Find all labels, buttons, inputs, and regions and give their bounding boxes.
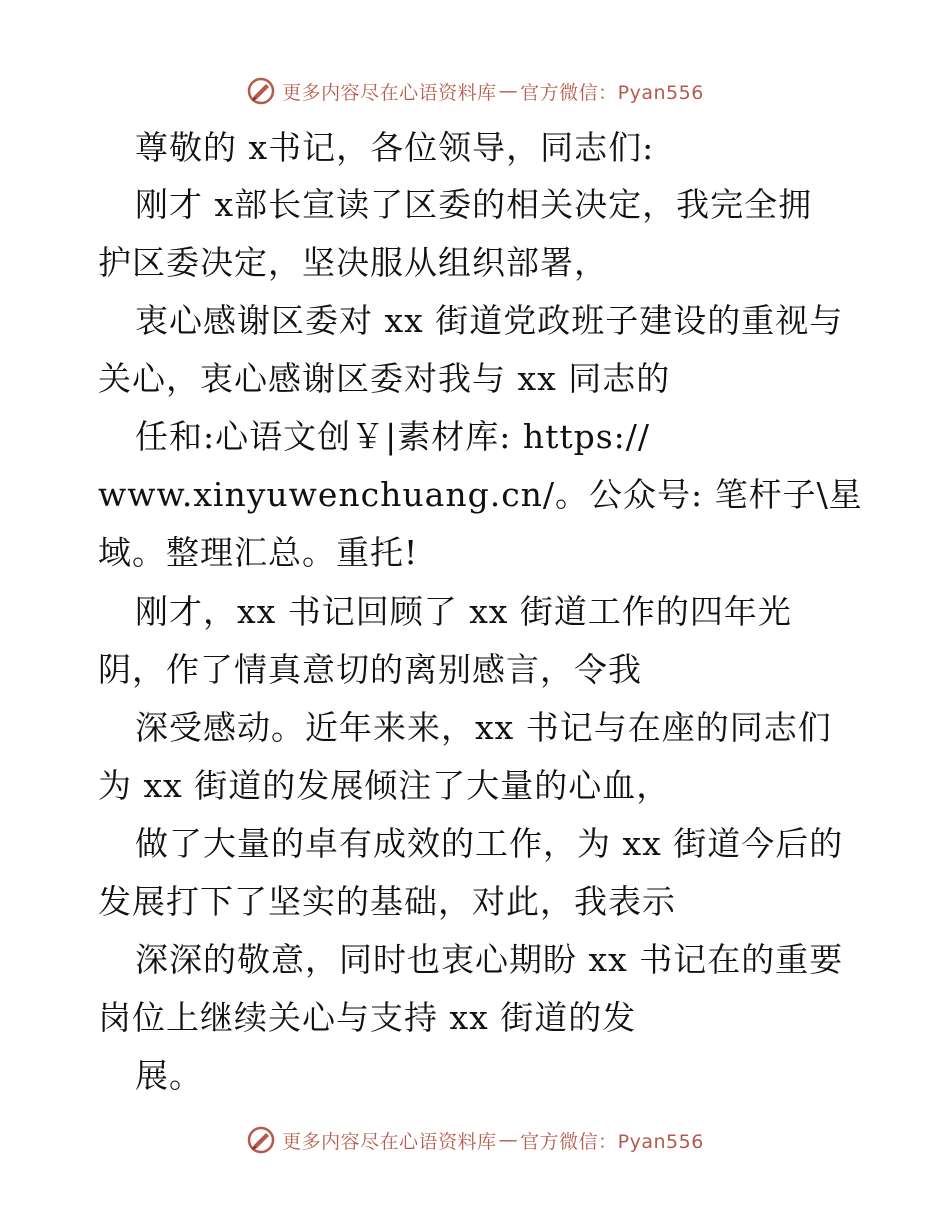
paragraph-line: 衷心感谢区委对 xx 街道党政班子建设的重视与 [135, 301, 844, 340]
paragraph-line: 做了大量的卓有成效的工作，为 xx 街道今后的 [135, 824, 844, 863]
paragraph-line: 刚才 x部长宣读了区委的相关决定，我完全拥 [135, 185, 813, 224]
banner-separator: — [498, 80, 519, 102]
paragraph-line: 岗位上继续关心与支持 xx 街道的发 [98, 998, 637, 1037]
paragraph-line: 展。 [135, 1056, 203, 1095]
paragraph-line: 尊敬的 x书记，各位领导，同志们: [135, 128, 655, 167]
banner-separator: — [498, 1129, 519, 1151]
paragraph-line: 发展打下了坚实的基础，对此，我表示 [98, 882, 676, 921]
banner-wechat-text: 官方微信：Pyan556 [520, 81, 704, 104]
banner-main-text: 更多内容尽在心语资料库 [282, 1130, 497, 1153]
paragraph-line: 阴，作了情真意切的离别感言，令我 [98, 650, 642, 689]
paragraph-line: www.xinyuwenchuang.cn/。公众号: 笔杆子\星 [98, 475, 863, 514]
pen-logo-icon [246, 1125, 276, 1155]
paragraph-line: 为 xx 街道的发展倾注了大量的心血， [98, 766, 671, 805]
paragraph-line: 护区委决定，坚决服从组织部署， [98, 243, 608, 282]
paragraph-line: 关心，衷心感谢区委对我与 xx 同志的 [98, 359, 671, 398]
banner-wechat-text: 官方微信：Pyan556 [520, 1130, 704, 1153]
paragraph-line: 任和:心语文创￥|素材库: https:// [135, 417, 651, 456]
paragraph-line: 深受感动。近年来来，xx 书记与在座的同志们 [135, 708, 832, 747]
paragraph-line: 刚才，xx 书记回顾了 xx 街道工作的四年光 [135, 592, 792, 631]
paragraph-line: 深深的敬意，同时也衷心期盼 xx 书记在的重要 [135, 940, 844, 979]
footer-banner [0, 1122, 950, 1158]
paragraph-line: 域。整理汇总。重托! [98, 533, 419, 572]
banner-main-text: 更多内容尽在心语资料库 [282, 81, 497, 104]
